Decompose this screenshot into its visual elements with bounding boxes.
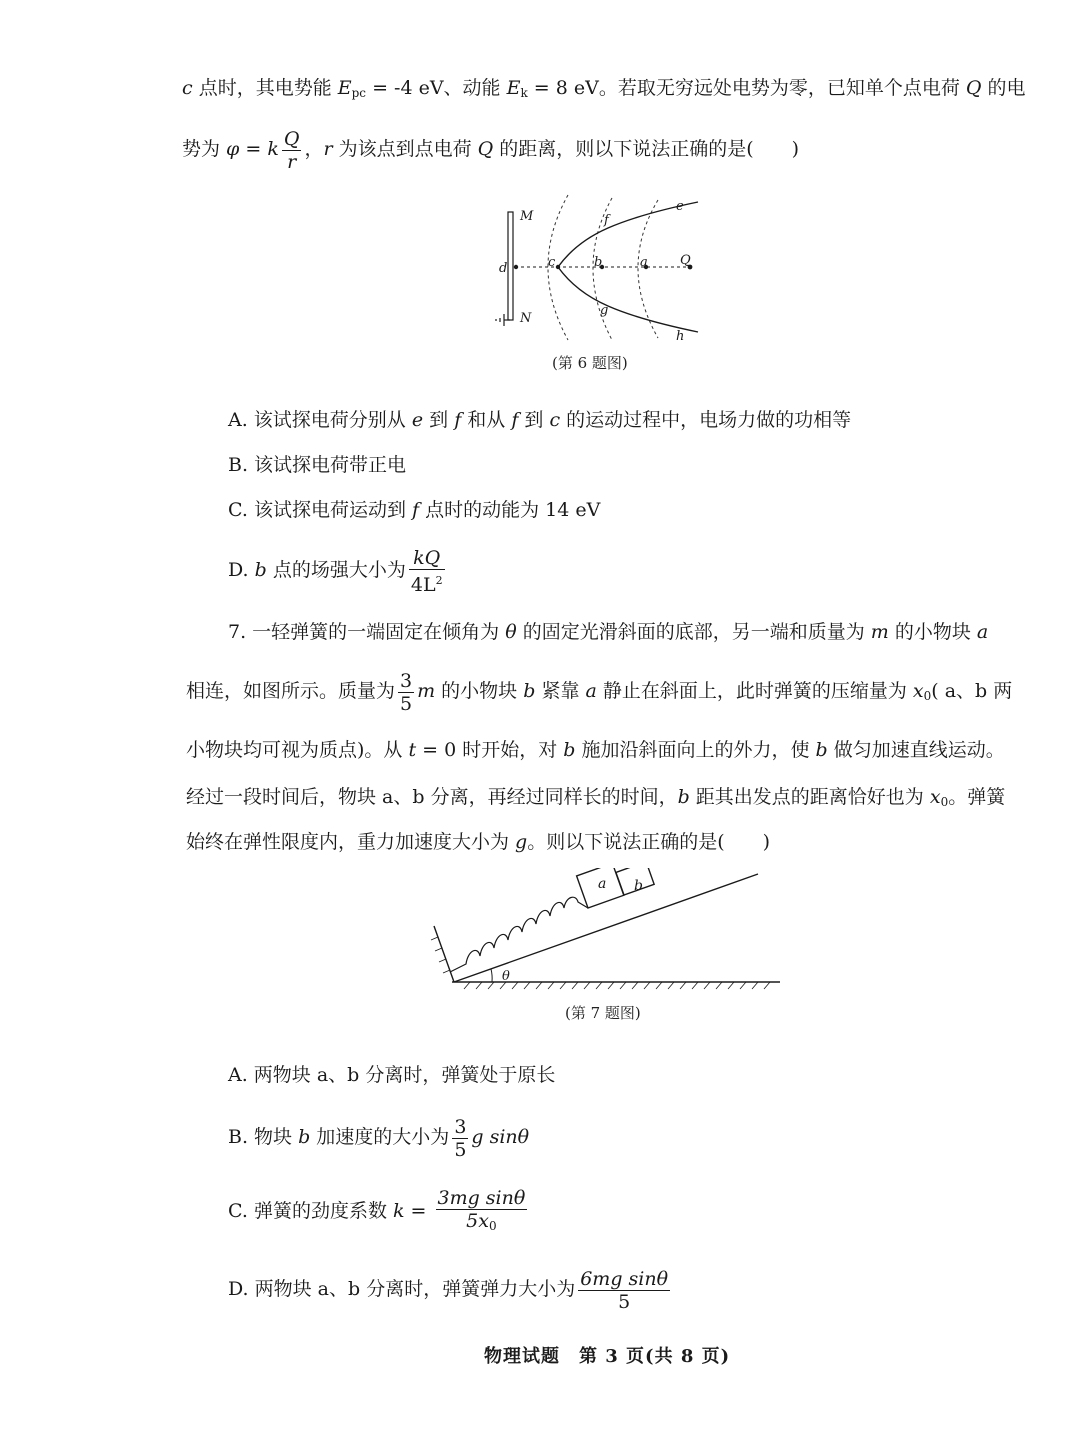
q7-stem-line-2: 相连，如图所示。质量为 $\frac{3}{5}$ m 的小物块 b 紧靠 a 静止在斜面上，此时弹簧的压缩量为 $x_0$( a、b 两 [186,669,1013,715]
point-d [514,265,518,269]
q6-option-c[interactable]: C. 该试探电荷运动到 f 点时的动能为 14 eV [228,499,601,521]
label-b: b [594,255,603,270]
q6-figure-caption: (第 6 题图) [552,354,628,372]
q7-option-a[interactable]: A. 两物块 a、b 分离时，弹簧处于原长 [228,1064,556,1086]
q6-figure [490,190,720,345]
q7-stem-line-5: 始终在弹性限度内，重力加速度大小为 g。则以下说法正确的是( ) [186,831,771,853]
angle-arc [491,969,492,982]
metal-plate-mn [508,212,513,320]
fraction-q-over-r: $\frac{Q}{r}$ [283,127,300,173]
q7-option-d[interactable]: D. 两物块 a、b 分离时，弹簧弹力大小为 $\frac{\text{6mg sinθ}}{5}$ [228,1267,669,1313]
fixed-wall [434,926,454,982]
label-theta: θ [502,969,510,984]
page-footer: 物理试题 第 3 页(共 8 页) [484,1346,731,1367]
q7-stem-line-1: 7. 一轻弹簧的一端固定在倾角为 θ 的固定光滑斜面的底部，另一端和质量为 m 的小物块 a [228,621,989,643]
q7-stem-line-4: 经过一段时间后，物块 a、b 分离，再经过同样长的时间，b 距其出发点的距离恰好也为 $x_0$。弹簧 [186,786,1006,809]
q6-option-a[interactable]: A. 该试探电荷分别从 e 到 f 和从 f 到 c 的运动过程中，电场力做的功相等 [228,409,852,431]
q6-stem-line-2: 势为 φ = k $\frac{Q}{r}$ ，r 为该点到点电荷 Q 的距离，则以下说法正确的是( ) [182,127,800,173]
ground-hatch [464,982,770,989]
fraction-spring-force: $\frac{\text{6mg sinθ}}{5}$ [580,1267,669,1313]
label-d: d [499,261,508,276]
q6-option-b[interactable]: B. 该试探电荷带正电 [228,454,407,476]
label-f: f [604,213,609,228]
q7-stem-line-3: 小物块均可视为质点)。从 t = 0 时开始，对 b 施加沿斜面向上的外力，使 b 做匀加速直线运动。 [186,739,1005,761]
q6-stem-line-1: c 点时，其电势能 $E_{pc} = -4$ eV、动能 $E_k = 8$ eV。若取无穷远处电势为零，已知单个点电荷 Q 的电 [182,77,1026,100]
q7-option-b[interactable]: B. 物块 b 加速度的大小为 $\frac{3}{5}$ g sinθ [228,1115,530,1161]
q7-figure [430,868,790,993]
label-n: N [520,311,532,326]
label-e: e [676,199,684,214]
label-a: a [640,255,648,270]
label-m: M [520,209,534,224]
q7-figure-caption: (第 7 题图) [565,1004,641,1022]
label-block-b: b [634,878,643,894]
fraction-3-over-5-b: $\frac{3}{5}$ [454,1115,467,1161]
fraction-3-over-5: $\frac{3}{5}$ [400,669,413,715]
q6-option-d[interactable]: D. b 点的场强大小为 $\frac{kQ}{4L^2}$ [228,546,443,596]
point-c [556,265,560,269]
fraction-kq-over-4l2: $\frac{kQ}{4L^2}$ [410,546,443,596]
label-g: g [600,303,609,318]
fraction-k-value: $\frac{\text{3mg sinθ}}{5x_0}$ [437,1187,526,1233]
q7-option-c[interactable]: C. 弹簧的劲度系数 k = $\frac{\text{3mg sinθ}}{5x_0}$ [228,1186,530,1237]
label-h: h [676,329,685,344]
label-block-a: a [598,876,607,892]
label-q: Q [680,253,691,268]
spring [450,897,588,972]
label-c: c [548,255,556,270]
